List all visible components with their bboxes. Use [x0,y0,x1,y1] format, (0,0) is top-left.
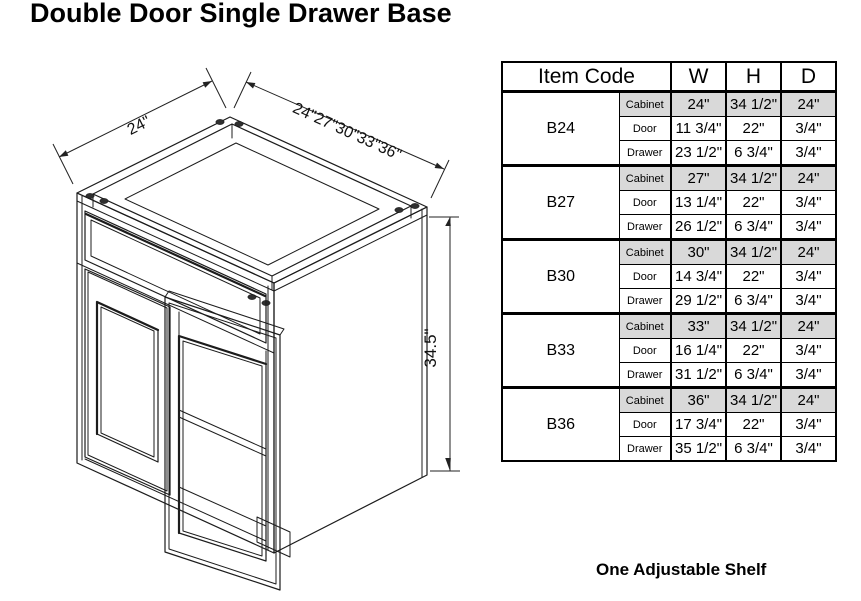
dim-value-cell: 22" [726,117,781,141]
dim-value-cell: 16 1/4" [671,339,726,363]
dim-value-cell: 22" [726,191,781,215]
dim-value-cell: 22" [726,339,781,363]
dim-value-cell: 3/4" [781,141,836,166]
cabinet-drawing [30,60,500,601]
dim-value-cell: 11 3/4" [671,117,726,141]
row-label-cell: Door [619,265,671,289]
page-title: Double Door Single Drawer Base [30,0,452,28]
dim-value-cell: 14 3/4" [671,265,726,289]
row-label-cell: Cabinet [619,240,671,265]
header-w: W [671,62,726,92]
item-code-cell: B36 [502,388,619,462]
dim-value-cell: 3/4" [781,215,836,240]
cabinet-body [77,193,427,553]
dim-value-cell: 35 1/2" [671,437,726,462]
dim-value-cell: 6 3/4" [726,363,781,388]
dim-value-cell: 22" [726,413,781,437]
dim-value-cell: 3/4" [781,363,836,388]
table-header-row [502,62,836,92]
left-door [85,269,170,495]
item-code-cell: B27 [502,166,619,240]
row-label-cell: Drawer [619,437,671,462]
dimension-depth [53,68,226,184]
dim-value-cell: 26 1/2" [671,215,726,240]
dim-value-cell: 22" [726,265,781,289]
dim-value-cell: 6 3/4" [726,141,781,166]
row-label-cell: Cabinet [619,314,671,339]
table-row [502,314,836,339]
dim-value-cell: 30" [671,240,726,265]
row-label-cell: Cabinet [619,166,671,191]
dim-value-cell: 34 1/2" [726,92,781,117]
dim-value-cell: 34 1/2" [726,240,781,265]
dim-depth-label: 24" [124,113,154,139]
dim-value-cell: 24" [671,92,726,117]
row-label-cell: Door [619,117,671,141]
row-label-cell: Drawer [619,363,671,388]
dim-value-cell: 34 1/2" [726,166,781,191]
row-label-cell: Cabinet [619,388,671,413]
dim-width-label: 24"27"30"33"36" [289,99,404,164]
row-label-cell: Door [619,339,671,363]
dim-value-cell: 29 1/2" [671,289,726,314]
item-code-cell: B24 [502,92,619,166]
dim-value-cell: 3/4" [781,191,836,215]
row-label-cell: Door [619,413,671,437]
dim-value-cell: 6 3/4" [726,289,781,314]
dim-value-cell: 3/4" [781,117,836,141]
adjustable-shelf-note: One Adjustable Shelf [596,560,767,579]
dim-value-cell: 3/4" [781,265,836,289]
dim-value-cell: 24" [781,314,836,339]
dim-value-cell: 34 1/2" [726,388,781,413]
dim-value-cell: 36" [671,388,726,413]
dim-value-cell: 23 1/2" [671,141,726,166]
dim-value-cell: 3/4" [781,413,836,437]
corner-bracket-front [248,294,270,305]
table-row [502,92,836,117]
dim-height-label: 34.5" [421,328,440,368]
row-label-cell: Cabinet [619,92,671,117]
dim-value-cell: 3/4" [781,437,836,462]
dim-value-cell: 24" [781,240,836,265]
dim-value-cell: 24" [781,388,836,413]
item-code-cell: B33 [502,314,619,388]
dim-value-cell: 24" [781,92,836,117]
dim-value-cell: 34 1/2" [726,314,781,339]
table-row [502,388,836,413]
row-label-cell: Drawer [619,289,671,314]
dim-value-cell: 13 1/4" [671,191,726,215]
spec-table [501,61,837,462]
dim-value-cell: 27" [671,166,726,191]
dim-value-cell: 24" [781,166,836,191]
table-row [502,166,836,191]
row-label-cell: Drawer [619,141,671,166]
interior-shelf-lines [179,410,266,526]
face-frame [179,312,266,539]
dim-value-cell: 3/4" [781,289,836,314]
dim-value-cell: 6 3/4" [726,437,781,462]
header-item-code: Item Code [502,62,671,92]
dim-value-cell: 3/4" [781,339,836,363]
row-label-cell: Drawer [619,215,671,240]
table-row [502,240,836,265]
header-h: H [726,62,781,92]
dim-value-cell: 31 1/2" [671,363,726,388]
item-code-cell: B30 [502,240,619,314]
dim-value-cell: 6 3/4" [726,215,781,240]
dim-value-cell: 33" [671,314,726,339]
header-d: D [781,62,836,92]
dimension-width [234,72,449,198]
dim-value-cell: 17 3/4" [671,413,726,437]
row-label-cell: Door [619,191,671,215]
